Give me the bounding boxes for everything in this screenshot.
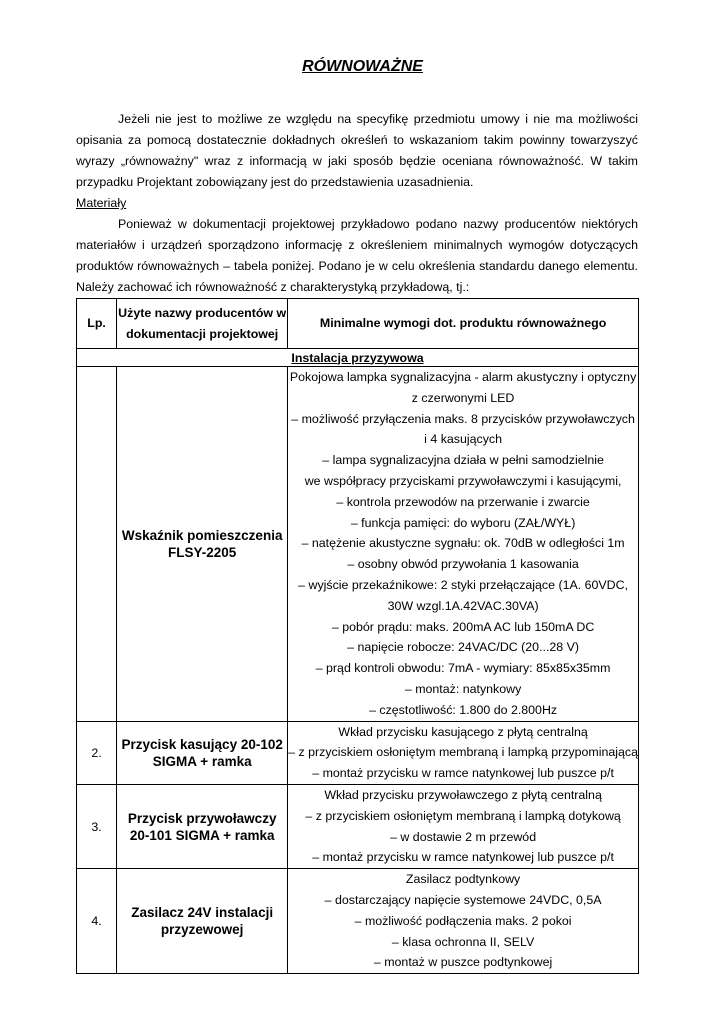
requirement-line: – prąd kontroli obwodu: 7mA - wymiary: 85x85x35mm: [315, 661, 611, 676]
intro-paragraph: Jeżeli nie jest to możliwe ze względu na specyfikę przedmiotu umowy i nie ma możliwości opisania za pomocą dostatecznie dokładnych określeń to wskazaniom takim powinny towarzyszyć wyrazy „równoważny" wraz z informacją w jaki sposób będzie oceniana równoważność. W takim przypadku Projektant zobowiązany jest do przedstawienia uzasadnienia.: [76, 112, 638, 189]
row-product: Przycisk przywoławczy 20-101 SIGMA + ramka: [117, 784, 288, 868]
requirement-line: – w dostawie 2 m przewód: [390, 829, 537, 844]
requirement-line: – częstotliwość: 1.800 do 2.800Hz: [369, 702, 558, 717]
table-header-row: [77, 299, 639, 349]
row-product: Zasilacz 24V instalacji przyzewowej: [117, 869, 288, 974]
table-row: [77, 869, 639, 974]
row-lp: [77, 367, 117, 722]
requirement-line: – z przyciskiem osłoniętym membraną i lampką przypominającą: [288, 745, 638, 760]
header-requirements: Minimalne wymogi dot. produktu równoważnego: [288, 299, 639, 349]
materials-paragraph: Ponieważ w dokumentacji projektowej przykładowo podano nazwy producentów niektórych materiałów i urządzeń sporządzono informację z określeniem minimalnych wymogów dotyczących produktów równoważnych – tabela poniżej. Podano je w celu określenia standardu danego elementu. Należy zachować ich równoważność z charakterystyką przykładową, tj.:: [76, 217, 638, 294]
requirement-line: – kontrola przewodów na przerwanie i zwarcie: [336, 494, 590, 509]
table-row: [77, 784, 639, 868]
requirement-line: – montaż przycisku w ramce natynkowej lub puszce p/t: [312, 850, 614, 865]
row-product: Wskaźnik pomieszczenia FLSY-2205: [117, 367, 288, 722]
table-row: [77, 367, 639, 722]
requirement-line: we współpracy przyciskami przywoławczymi i kasującymi,: [304, 473, 622, 488]
requirement-line: Wkład przycisku przywoławczego z płytą centralną: [324, 787, 602, 802]
section-title: Instalacja przyzywowa: [77, 349, 639, 367]
requirement-line: – montaż: natynkowy: [404, 681, 522, 696]
requirement-line: – natężenie akustyczne sygnału: ok. 70dB w odległości 1m: [301, 536, 625, 551]
row-requirements: [288, 367, 639, 722]
table-row: [77, 721, 639, 784]
row-lp: 4.: [77, 869, 117, 974]
row-lp: 3.: [77, 784, 117, 868]
row-product: Przycisk kasujący 20-102 SIGMA + ramka: [117, 721, 288, 784]
requirement-line: – dostarczający napięcie systemowe 24VDC, 0,5A: [324, 892, 602, 907]
requirement-line: – osobny obwód przywołania 1 kasowania: [347, 557, 579, 572]
equivalents-table: [76, 298, 639, 974]
requirement-line: – klasa ochronna II, SELV: [391, 934, 535, 949]
row-requirements: [288, 784, 639, 868]
header-product: Użyte nazwy producentów w dokumentacji projektowej: [117, 299, 288, 349]
requirement-line: – pobór prądu: maks. 200mA AC lub 150mA DC: [331, 619, 595, 634]
row-requirements: [288, 721, 639, 784]
requirement-line: – montaż w puszce podtynkowej: [373, 955, 553, 970]
requirement-line: z czerwonymi LED: [411, 390, 515, 405]
requirement-line: – z przyciskiem osłoniętym membraną i lampką dotykową: [305, 808, 621, 823]
requirement-line: – funkcja pamięci: do wyboru (ZAŁ/WYŁ): [350, 515, 576, 530]
requirement-line: – napięcie robocze: 24VAC/DC (20...28 V): [347, 640, 580, 655]
requirement-line: i 4 kasujących: [424, 432, 502, 447]
section-row: [77, 349, 639, 367]
requirement-line: – wyjście przekaźnikowe: 2 styki przełączające (1A. 60VDC,: [298, 577, 629, 592]
requirement-line: 30W wzgl.1A.42VAC.30VA): [387, 598, 539, 613]
requirement-line: Pokojowa lampka sygnalizacyjna - alarm akustyczny i optyczny: [289, 370, 637, 384]
requirement-line: Zasilacz podtynkowy: [405, 872, 521, 887]
requirement-line: Wkład przycisku kasującego z płytą centralną: [338, 724, 588, 739]
row-requirements: [288, 869, 639, 974]
materials-heading: Materiały: [76, 196, 127, 210]
header-lp: Lp.: [77, 299, 117, 349]
requirement-line: – możliwość podłączenia maks. 2 pokoi: [354, 913, 572, 928]
requirement-line: – możliwość przyłączenia maks. 8 przycisków przywoławczych: [291, 411, 635, 426]
requirement-line: – montaż przycisku w ramce natynkowej lub puszce p/t: [312, 766, 614, 781]
row-lp: 2.: [77, 721, 117, 784]
requirement-line: – lampa sygnalizacyjna działa w pełni samodzielnie: [322, 453, 604, 468]
page-title: RÓWNOWAŻNE: [302, 58, 423, 75]
